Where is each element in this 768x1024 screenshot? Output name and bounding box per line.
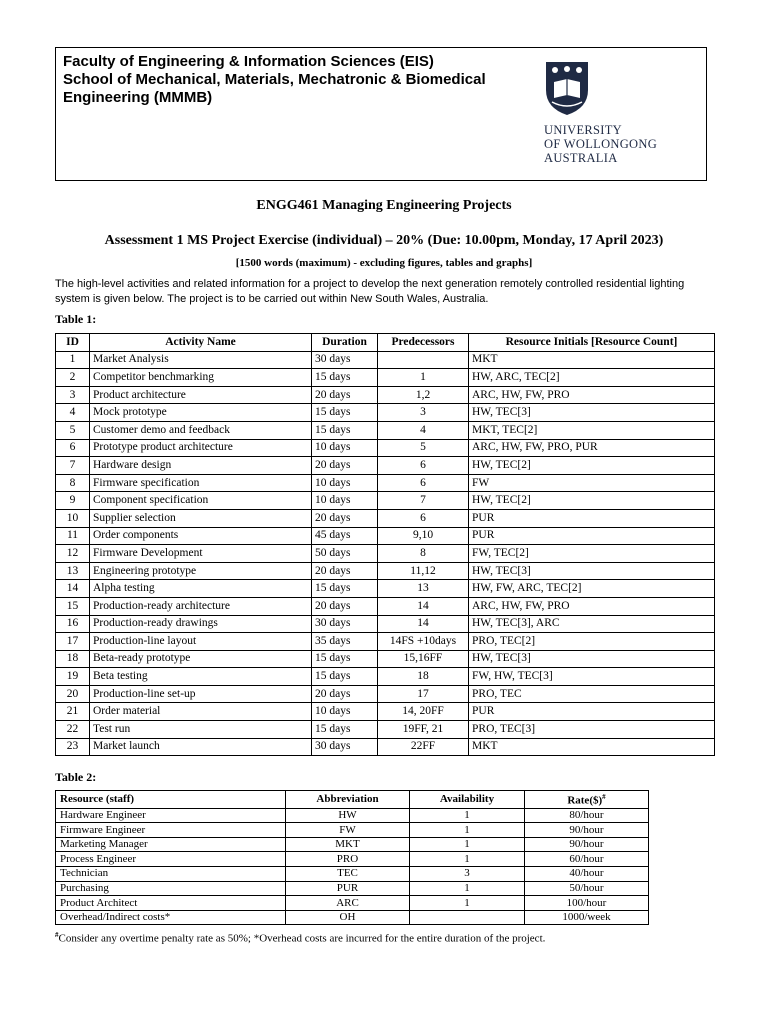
table-cell: Purchasing xyxy=(56,881,286,896)
table-cell: 4 xyxy=(56,404,90,422)
table-cell: Product Architect xyxy=(56,896,286,911)
table-cell: FW, HW, TEC[3] xyxy=(469,668,715,686)
table-row xyxy=(56,369,715,387)
table-cell: 8 xyxy=(378,545,469,563)
column-header: Activity Name xyxy=(90,334,312,352)
table-cell: Marketing Manager xyxy=(56,837,286,852)
table-row xyxy=(56,351,715,369)
table-cell: PRO, TEC[2] xyxy=(469,633,715,651)
table-cell: 9,10 xyxy=(378,527,469,545)
table-cell: TEC xyxy=(286,867,410,882)
table-cell: 20 days xyxy=(312,685,378,703)
table-cell: Order components xyxy=(90,527,312,545)
table-row xyxy=(56,685,715,703)
table-cell: 15 days xyxy=(312,404,378,422)
table-cell: 15 days xyxy=(312,721,378,739)
table-cell: 1 xyxy=(410,823,525,838)
table-cell: 6 xyxy=(378,509,469,527)
table-cell: Production-line set-up xyxy=(90,685,312,703)
rate-footnote-mark: # xyxy=(602,793,606,801)
table-row xyxy=(56,668,715,686)
header-box xyxy=(55,47,707,181)
table-cell: 40/hour xyxy=(525,867,649,882)
table-cell: Hardware design xyxy=(90,457,312,475)
table-cell: Beta testing xyxy=(90,668,312,686)
table-cell: OH xyxy=(286,910,410,925)
table-cell: ARC, HW, FW, PRO xyxy=(469,597,715,615)
table-cell: 20 days xyxy=(312,509,378,527)
column-header: Predecessors xyxy=(378,334,469,352)
table-cell: 3 xyxy=(378,404,469,422)
table-cell: FW xyxy=(286,823,410,838)
table-cell: 12 xyxy=(56,545,90,563)
column-header: Resource (staff) xyxy=(56,791,286,809)
table-cell: 7 xyxy=(378,492,469,510)
table-row xyxy=(56,852,649,867)
table-cell: 21 xyxy=(56,703,90,721)
table-row xyxy=(56,703,715,721)
table-cell: MKT xyxy=(469,351,715,369)
resources-table xyxy=(55,790,649,925)
faculty-line: Engineering (MMMB) xyxy=(63,89,213,106)
table-cell: 2 xyxy=(56,369,90,387)
table-cell: PUR xyxy=(469,703,715,721)
table-cell: Production-ready architecture xyxy=(90,597,312,615)
table-row xyxy=(56,421,715,439)
table-cell: Prototype product architecture xyxy=(90,439,312,457)
table-cell: 1 xyxy=(410,837,525,852)
table-row xyxy=(56,474,715,492)
faculty-line: Faculty of Engineering & Information Sciences (EIS) xyxy=(63,53,434,70)
table-cell: 1 xyxy=(378,369,469,387)
table-cell: 1,2 xyxy=(378,386,469,404)
table-cell: 7 xyxy=(56,457,90,475)
table-cell: Alpha testing xyxy=(90,580,312,598)
table-row xyxy=(56,721,715,739)
table-cell: Process Engineer xyxy=(56,852,286,867)
table-row xyxy=(56,881,649,896)
table-cell: PUR xyxy=(286,881,410,896)
table-cell: 6 xyxy=(56,439,90,457)
table-cell: 50 days xyxy=(312,545,378,563)
table-cell: Mock prototype xyxy=(90,404,312,422)
university-name-line: AUSTRALIA xyxy=(544,151,618,165)
table-cell: 15 days xyxy=(312,650,378,668)
table-cell: 14 xyxy=(378,615,469,633)
table-cell: HW, TEC[2] xyxy=(469,457,715,475)
table-cell: 4 xyxy=(378,421,469,439)
table-cell: 8 xyxy=(56,474,90,492)
table1-label: Table 1: xyxy=(55,312,97,326)
table-cell: 100/hour xyxy=(525,896,649,911)
table-cell: HW, TEC[3] xyxy=(469,404,715,422)
table-row xyxy=(56,615,715,633)
table-row xyxy=(56,597,715,615)
table-cell: Firmware specification xyxy=(90,474,312,492)
university-logo xyxy=(544,60,694,170)
table-cell: 6 xyxy=(378,474,469,492)
table-cell: 20 days xyxy=(312,457,378,475)
table-cell: 15 xyxy=(56,597,90,615)
table-cell: PRO, TEC[3] xyxy=(469,721,715,739)
table-cell: 20 days xyxy=(312,562,378,580)
table-row xyxy=(56,738,715,756)
table-cell: 1 xyxy=(410,808,525,823)
table-cell: 30 days xyxy=(312,351,378,369)
table-cell: Competitor benchmarking xyxy=(90,369,312,387)
table-cell: PRO, TEC xyxy=(469,685,715,703)
table-cell: Order material xyxy=(90,703,312,721)
table-cell: ARC, HW, FW, PRO xyxy=(469,386,715,404)
table-cell: HW, FW, ARC, TEC[2] xyxy=(469,580,715,598)
table-row xyxy=(56,633,715,651)
table-cell: 35 days xyxy=(312,633,378,651)
faculty-line: School of Mechanical, Materials, Mechatronic & Biomedical xyxy=(63,71,486,88)
table-cell: MKT, TEC[2] xyxy=(469,421,715,439)
table-cell: 17 xyxy=(378,685,469,703)
table-row xyxy=(56,808,649,823)
table-cell: Beta-ready prototype xyxy=(90,650,312,668)
table-cell: Production-line layout xyxy=(90,633,312,651)
table-cell: 5 xyxy=(56,421,90,439)
table-cell: Hardware Engineer xyxy=(56,808,286,823)
word-limit: [1500 words (maximum) - excluding figures, tables and graphs] xyxy=(235,257,533,269)
table-cell: PRO xyxy=(286,852,410,867)
university-name-line: OF WOLLONGONG xyxy=(544,137,658,151)
table-cell: 18 xyxy=(56,650,90,668)
table-cell: 15 days xyxy=(312,369,378,387)
table-cell: 15 days xyxy=(312,580,378,598)
table-row xyxy=(56,439,715,457)
table-cell: MKT xyxy=(469,738,715,756)
table-cell: 11,12 xyxy=(378,562,469,580)
faculty-heading xyxy=(63,53,533,107)
university-crest-icon xyxy=(544,60,590,116)
table-row xyxy=(56,580,715,598)
table-cell: 19FF, 21 xyxy=(378,721,469,739)
table-cell: PUR xyxy=(469,509,715,527)
intro-paragraph: The high-level activities and related information for a project to develop the next generation remotely controlled residential lighting system is given below. The project is to be carried out within New South Wales, Australia. xyxy=(55,278,685,305)
table-cell: 90/hour xyxy=(525,837,649,852)
table-cell: PUR xyxy=(469,527,715,545)
table-cell: 50/hour xyxy=(525,881,649,896)
table-row xyxy=(56,823,649,838)
table-cell: Technician xyxy=(56,867,286,882)
table-cell: ARC xyxy=(286,896,410,911)
column-header: Abbreviation xyxy=(286,791,410,809)
activities-table xyxy=(55,333,715,756)
table-row xyxy=(56,896,649,911)
table-cell: 1 xyxy=(410,896,525,911)
table-cell: 20 xyxy=(56,685,90,703)
table-cell: 3 xyxy=(410,867,525,882)
table-cell: 23 xyxy=(56,738,90,756)
table-cell: 11 xyxy=(56,527,90,545)
table-cell: 13 xyxy=(378,580,469,598)
table-row xyxy=(56,545,715,563)
table-cell: 10 days xyxy=(312,492,378,510)
table-cell: 20 days xyxy=(312,386,378,404)
table-cell xyxy=(378,351,469,369)
table-cell: 45 days xyxy=(312,527,378,545)
table-cell: 14, 20FF xyxy=(378,703,469,721)
table-cell: HW, TEC[2] xyxy=(469,492,715,510)
table-cell: Market Analysis xyxy=(90,351,312,369)
table-cell: 13 xyxy=(56,562,90,580)
table-cell: HW, TEC[3] xyxy=(469,650,715,668)
table-row xyxy=(56,404,715,422)
table-cell: Customer demo and feedback xyxy=(90,421,312,439)
table-cell: 5 xyxy=(378,439,469,457)
table-row xyxy=(56,837,649,852)
table-cell: Production-ready drawings xyxy=(90,615,312,633)
table-header-row xyxy=(56,334,715,352)
table-cell: 60/hour xyxy=(525,852,649,867)
table-cell: 10 days xyxy=(312,439,378,457)
table-cell: 1 xyxy=(56,351,90,369)
table-row xyxy=(56,527,715,545)
table-cell: Supplier selection xyxy=(90,509,312,527)
table-cell: 19 xyxy=(56,668,90,686)
table-cell: 3 xyxy=(56,386,90,404)
table-cell: 20 days xyxy=(312,597,378,615)
table-cell: ARC, HW, FW, PRO, PUR xyxy=(469,439,715,457)
table-cell: Firmware Engineer xyxy=(56,823,286,838)
table-cell: Product architecture xyxy=(90,386,312,404)
university-name-line: UNIVERSITY xyxy=(544,123,622,137)
table-cell: 10 xyxy=(56,509,90,527)
column-header: Availability xyxy=(410,791,525,809)
table-cell: MKT xyxy=(286,837,410,852)
table-cell: 15 days xyxy=(312,421,378,439)
table-cell: 14 xyxy=(378,597,469,615)
table-cell: HW, ARC, TEC[2] xyxy=(469,369,715,387)
table-cell: FW xyxy=(469,474,715,492)
table-cell: 1 xyxy=(410,881,525,896)
table-cell: 1 xyxy=(410,852,525,867)
table-row xyxy=(56,492,715,510)
table-header-row xyxy=(56,791,649,809)
table-cell: HW, TEC[3], ARC xyxy=(469,615,715,633)
table-cell: 30 days xyxy=(312,615,378,633)
table-cell: Firmware Development xyxy=(90,545,312,563)
assessment-title: Assessment 1 MS Project Exercise (individual) – 20% (Due: 10.00pm, Monday, 17 April 2023) xyxy=(104,233,664,248)
footnote-text: Consider any overtime penalty rate as 50%; *Overhead costs are incurred for the entire duration of the project. xyxy=(58,932,546,945)
table-cell: 18 xyxy=(378,668,469,686)
footnote xyxy=(55,931,545,945)
table-row xyxy=(56,386,715,404)
column-header: Resource Initials [Resource Count] xyxy=(469,334,715,352)
table-row xyxy=(56,509,715,527)
column-header xyxy=(525,791,649,809)
table-cell: 30 days xyxy=(312,738,378,756)
table-row xyxy=(56,457,715,475)
table-cell: 80/hour xyxy=(525,808,649,823)
table-cell: 16 xyxy=(56,615,90,633)
rate-header-label: Rate($) xyxy=(567,794,603,807)
table-cell: Engineering prototype xyxy=(90,562,312,580)
table-row xyxy=(56,562,715,580)
table-cell: 17 xyxy=(56,633,90,651)
table-row xyxy=(56,867,649,882)
table-cell xyxy=(410,910,525,925)
table-cell: 6 xyxy=(378,457,469,475)
course-title: ENGG461 Managing Engineering Projects xyxy=(256,198,512,213)
table-row xyxy=(56,910,649,925)
table-cell: 14 xyxy=(56,580,90,598)
table-cell: Overhead/Indirect costs* xyxy=(56,910,286,925)
table-cell: HW xyxy=(286,808,410,823)
table-cell: 22FF xyxy=(378,738,469,756)
footnote-mark: # xyxy=(55,931,59,939)
table-cell: 1000/week xyxy=(525,910,649,925)
table-cell: 15,16FF xyxy=(378,650,469,668)
column-header: Duration xyxy=(312,334,378,352)
table-cell: FW, TEC[2] xyxy=(469,545,715,563)
table-cell: 10 days xyxy=(312,703,378,721)
table-cell: Component specification xyxy=(90,492,312,510)
column-header: ID xyxy=(56,334,90,352)
table-row xyxy=(56,650,715,668)
table-cell: 14FS +10days xyxy=(378,633,469,651)
table-cell: Market launch xyxy=(90,738,312,756)
table-cell: Test run xyxy=(90,721,312,739)
table-cell: 15 days xyxy=(312,668,378,686)
table-cell: 90/hour xyxy=(525,823,649,838)
table-cell: 22 xyxy=(56,721,90,739)
table-cell: 9 xyxy=(56,492,90,510)
table-cell: HW, TEC[3] xyxy=(469,562,715,580)
university-name xyxy=(544,123,657,165)
table2-label: Table 2: xyxy=(55,770,97,784)
table-cell: 10 days xyxy=(312,474,378,492)
